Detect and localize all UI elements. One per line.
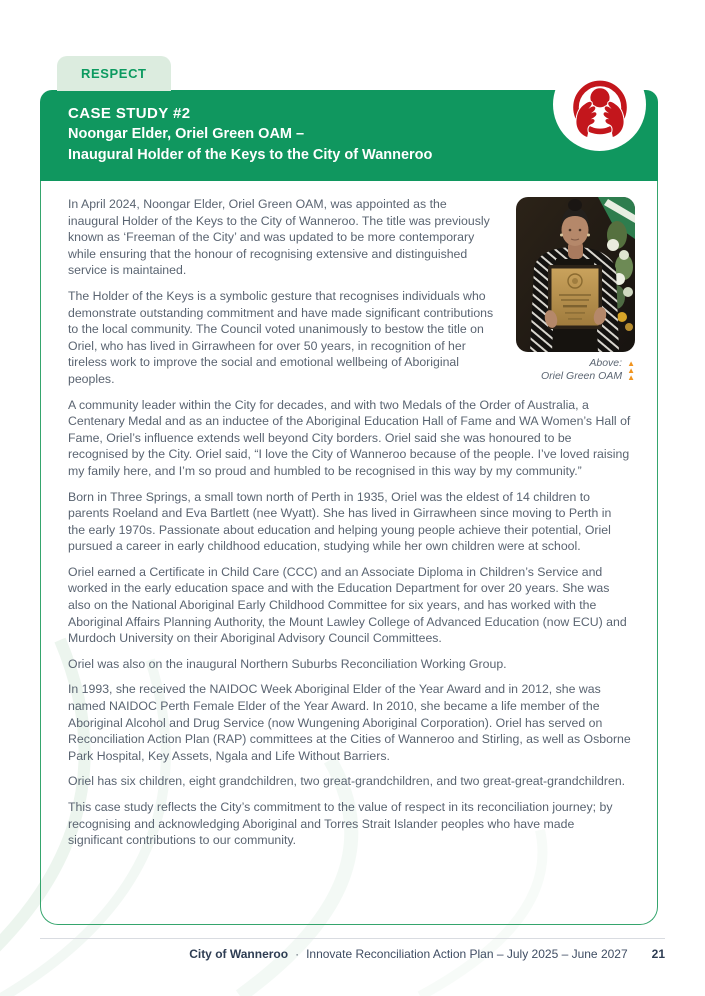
paragraph: Oriel was also on the inaugural Northern Suburbs Reconciliation Working Group.	[68, 656, 507, 671]
footer-text	[189, 947, 627, 961]
category-badge	[57, 56, 171, 91]
paragraph: Oriel earned a Certificate in Child Care (CCC) and an Associate Diploma in Children’s Service and worked in the early education space and with the Education Department for over 20 years. She was also on the National Aboriginal Early Childhood Committee for six years, and has worked with the Aboriginal Affairs Planning Authority, the Mount Lawley College of Advanced Education (now ECU) and Murdoch University on their Aboriginal Advisory Council Committees.	[68, 564, 627, 646]
case-study-title-line1: Noongar Elder, Oriel Green OAM –	[68, 126, 305, 142]
footer-doc-title: Innovate Reconciliation Action Plan – July 2025 – June 2027	[306, 947, 628, 961]
footer-divider	[40, 938, 665, 939]
paragraph: A community leader within the City for decades, and with two Medals of the Order of Australia, a Centenary Medal and as an inductee of the Aboriginal Education Hall of Fame and WA Women’s Hall of Fame, Oriel’s influence extends well beyond City borders. Oriel said she was honoured to be recognised by the City. Oriel said, “I love the City of Wanneroo because of the people. I’ve loved raising my family here, and I’m so proud and humbled to be recognised in this way by my community.”	[68, 397, 631, 478]
footer-org: City of Wanneroo	[189, 947, 289, 961]
rap-artwork-logo	[553, 58, 646, 151]
case-study-body	[40, 181, 658, 925]
hands-cradling-person-icon	[560, 65, 640, 145]
footer-separator: ·	[295, 947, 300, 961]
triangle-markers-icon: ▲ ▲ ▲	[627, 358, 635, 382]
paragraph: The Holder of the Keys is a symbolic gesture that recognises individuals who demonstrate outstanding commitment and have made significant contributions to the local community. The Council voted unanimously to bestow the title on Oriel, who has lived in Girrawheen for over 50 years, in recognition of her tireless work to improve the social and emotional wellbeing of Aboriginal peoples.	[68, 288, 494, 386]
photo-figure	[516, 197, 635, 383]
paragraph: In April 2024, Noongar Elder, Oriel Green OAM, was appointed as the inaugural Holder of the Keys to the City of Wanneroo. The title was previously known as ‘Freeman of the City’ and was updated to be more contemporary while ensuring that the honour of recognising extensive and distinguished service is maintained.	[68, 197, 490, 278]
photo-caption	[516, 357, 635, 383]
photo-caption-text	[541, 357, 622, 383]
page-number: 21	[651, 947, 665, 961]
paragraph: Born in Three Springs, a small town north of Perth in 1935, Oriel was the eldest of 14 children to parents Roeland and Eva Bartlett (nee Wyatt). She has lived in Girrawheen since moving to Perth in the early 1970s. Passionate about education and helping young people achieve their potential, Oriel pursued a career in early childhood education, studying while her own children were at school.	[68, 489, 612, 554]
photo-caption-name: Oriel Green OAM	[540, 370, 623, 382]
photo-caption-label: Above:	[589, 357, 623, 369]
case-study-title-line2: Inaugural Holder of the Keys to the City of Wanneroo	[68, 147, 433, 163]
category-badge-label: RESPECT	[81, 66, 147, 81]
oriel-green-photo	[516, 197, 635, 352]
paragraph: Oriel has six children, eight grandchildren, two great-grandchildren, and two great-great-grandchildren.	[68, 774, 626, 789]
paragraph: In 1993, she received the NAIDOC Week Aboriginal Elder of the Year Award and in 2012, she was named NAIDOC Perth Female Elder of the Year Award. In 2010, she became a life member of the Aboriginal Alcohol and Drug Service (now Wungening Aboriginal Corporation). Oriel has served on Reconciliation Action Plan (RAP) committees at the Cities of Wanneroo and Stirling, as well as Osborne Park Hospital, Key Assets, Ngala and Life Without Barriers.	[68, 682, 631, 763]
page-footer	[40, 947, 665, 961]
paragraph: This case study reflects the City’s commitment to the value of respect in its reconciliation journey; by recognising and acknowledging Aboriginal and Torres Strait Islander peoples who have made significant contributions to our community.	[68, 800, 613, 848]
case-study-number: CASE STUDY #2	[68, 105, 191, 122]
